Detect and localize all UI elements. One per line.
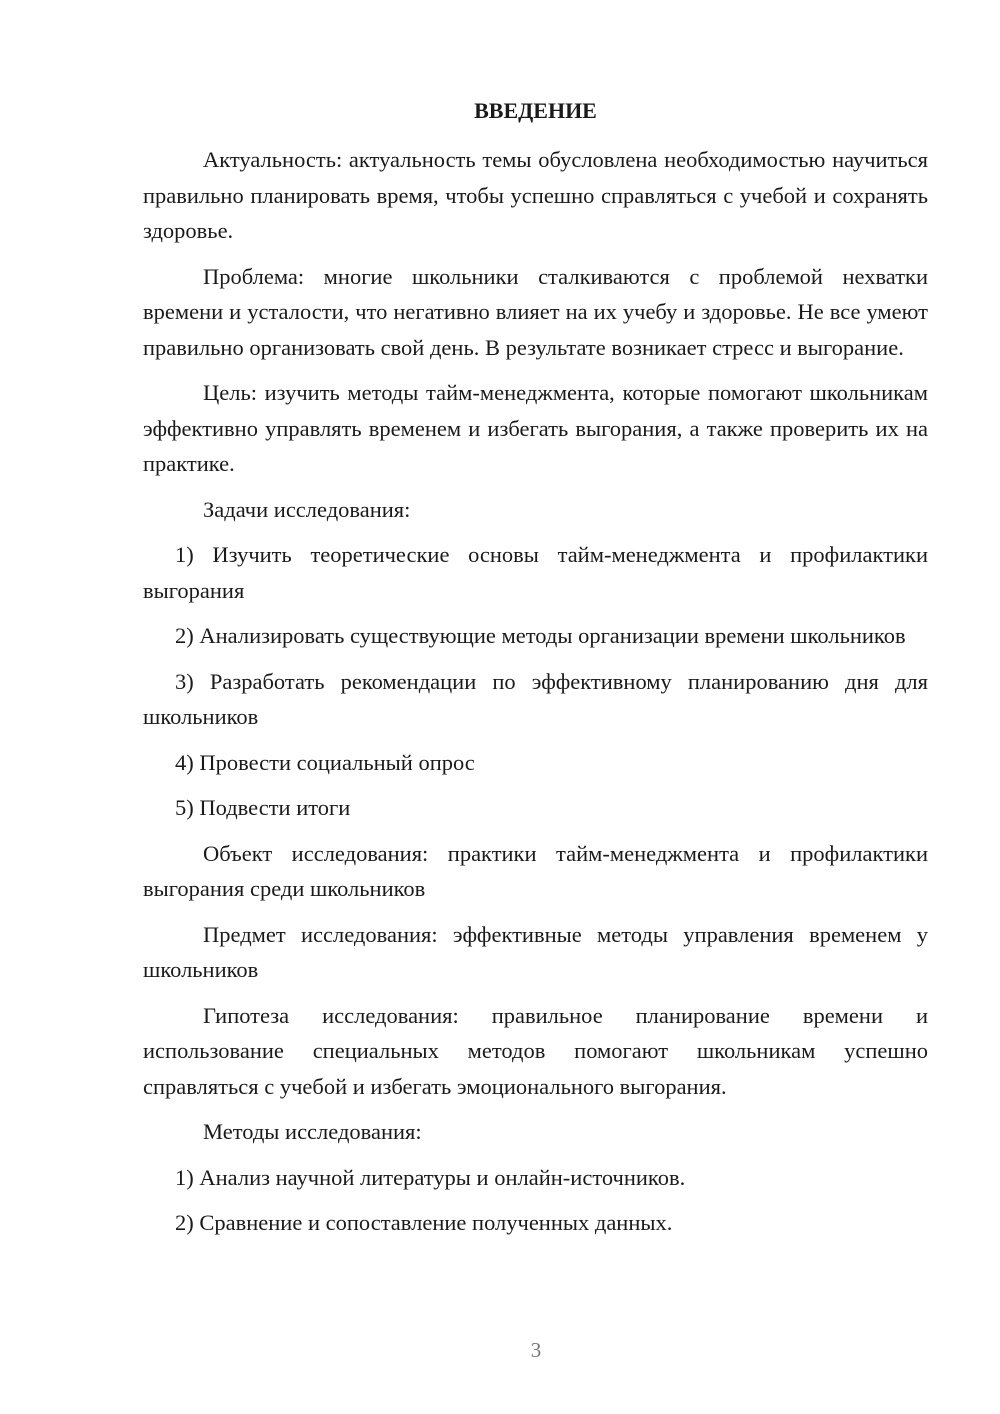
subject-paragraph: Предмет исследования: эффективные методы управления временем у школьников — [143, 921, 928, 982]
method-item-2: 2) Сравнение и сопоставление полученных данных. — [175, 1210, 673, 1235]
method-item-1: 1) Анализ научной литературы и онлайн-источников. — [175, 1164, 686, 1190]
section-title: ВВЕДЕНИЕ — [474, 98, 597, 123]
task-item-1: 1) Изучить теоретические основы тайм-менеджмента и профилактики выгорания — [143, 542, 928, 603]
relevance-paragraph: Актуальность: актуальность темы обусловлена необходимостью научиться правильно планировать время, чтобы успешно справляться с учебой и сохранять здоровье. — [143, 147, 928, 243]
methods-heading: Методы исследования: — [203, 1119, 422, 1144]
page-number: 3 — [530, 1338, 542, 1362]
hypothesis-paragraph: Гипотеза исследования: правильное планирование времени и использование специальных методов помогают школьникам успешно справляться с учебой и избегать эмоционального выгорания. — [143, 1002, 928, 1099]
tasks-heading: Задачи исследования: — [203, 496, 411, 522]
goal-paragraph: Цель: изучить методы тайм-менеджмента, которые помогают школьникам эффективно управлять временем и избегать выгорания, а также проверить их на практике. — [143, 380, 928, 476]
body-text — [143, 142, 928, 1251]
problem-paragraph: Проблема: многие школьники сталкиваются с проблемой нехватки времени и усталости, что негативно влияет на их учебу и здоровье. Не все умеют правильно организовать свой день. В результате возникает стресс и выгорание. — [143, 263, 928, 360]
object-paragraph: Объект исследования: практики тайм-менеджмента и профилактики выгорания среди школьников — [143, 840, 928, 901]
task-item-4: 4) Провести социальный опрос — [175, 749, 475, 775]
task-item-3: 3) Разработать рекомендации по эффективному планированию дня для школьников — [143, 668, 928, 729]
task-item-5: 5) Подвести итоги — [175, 795, 351, 820]
task-item-2: 2) Анализировать существующие методы организации времени школьников — [175, 623, 906, 648]
